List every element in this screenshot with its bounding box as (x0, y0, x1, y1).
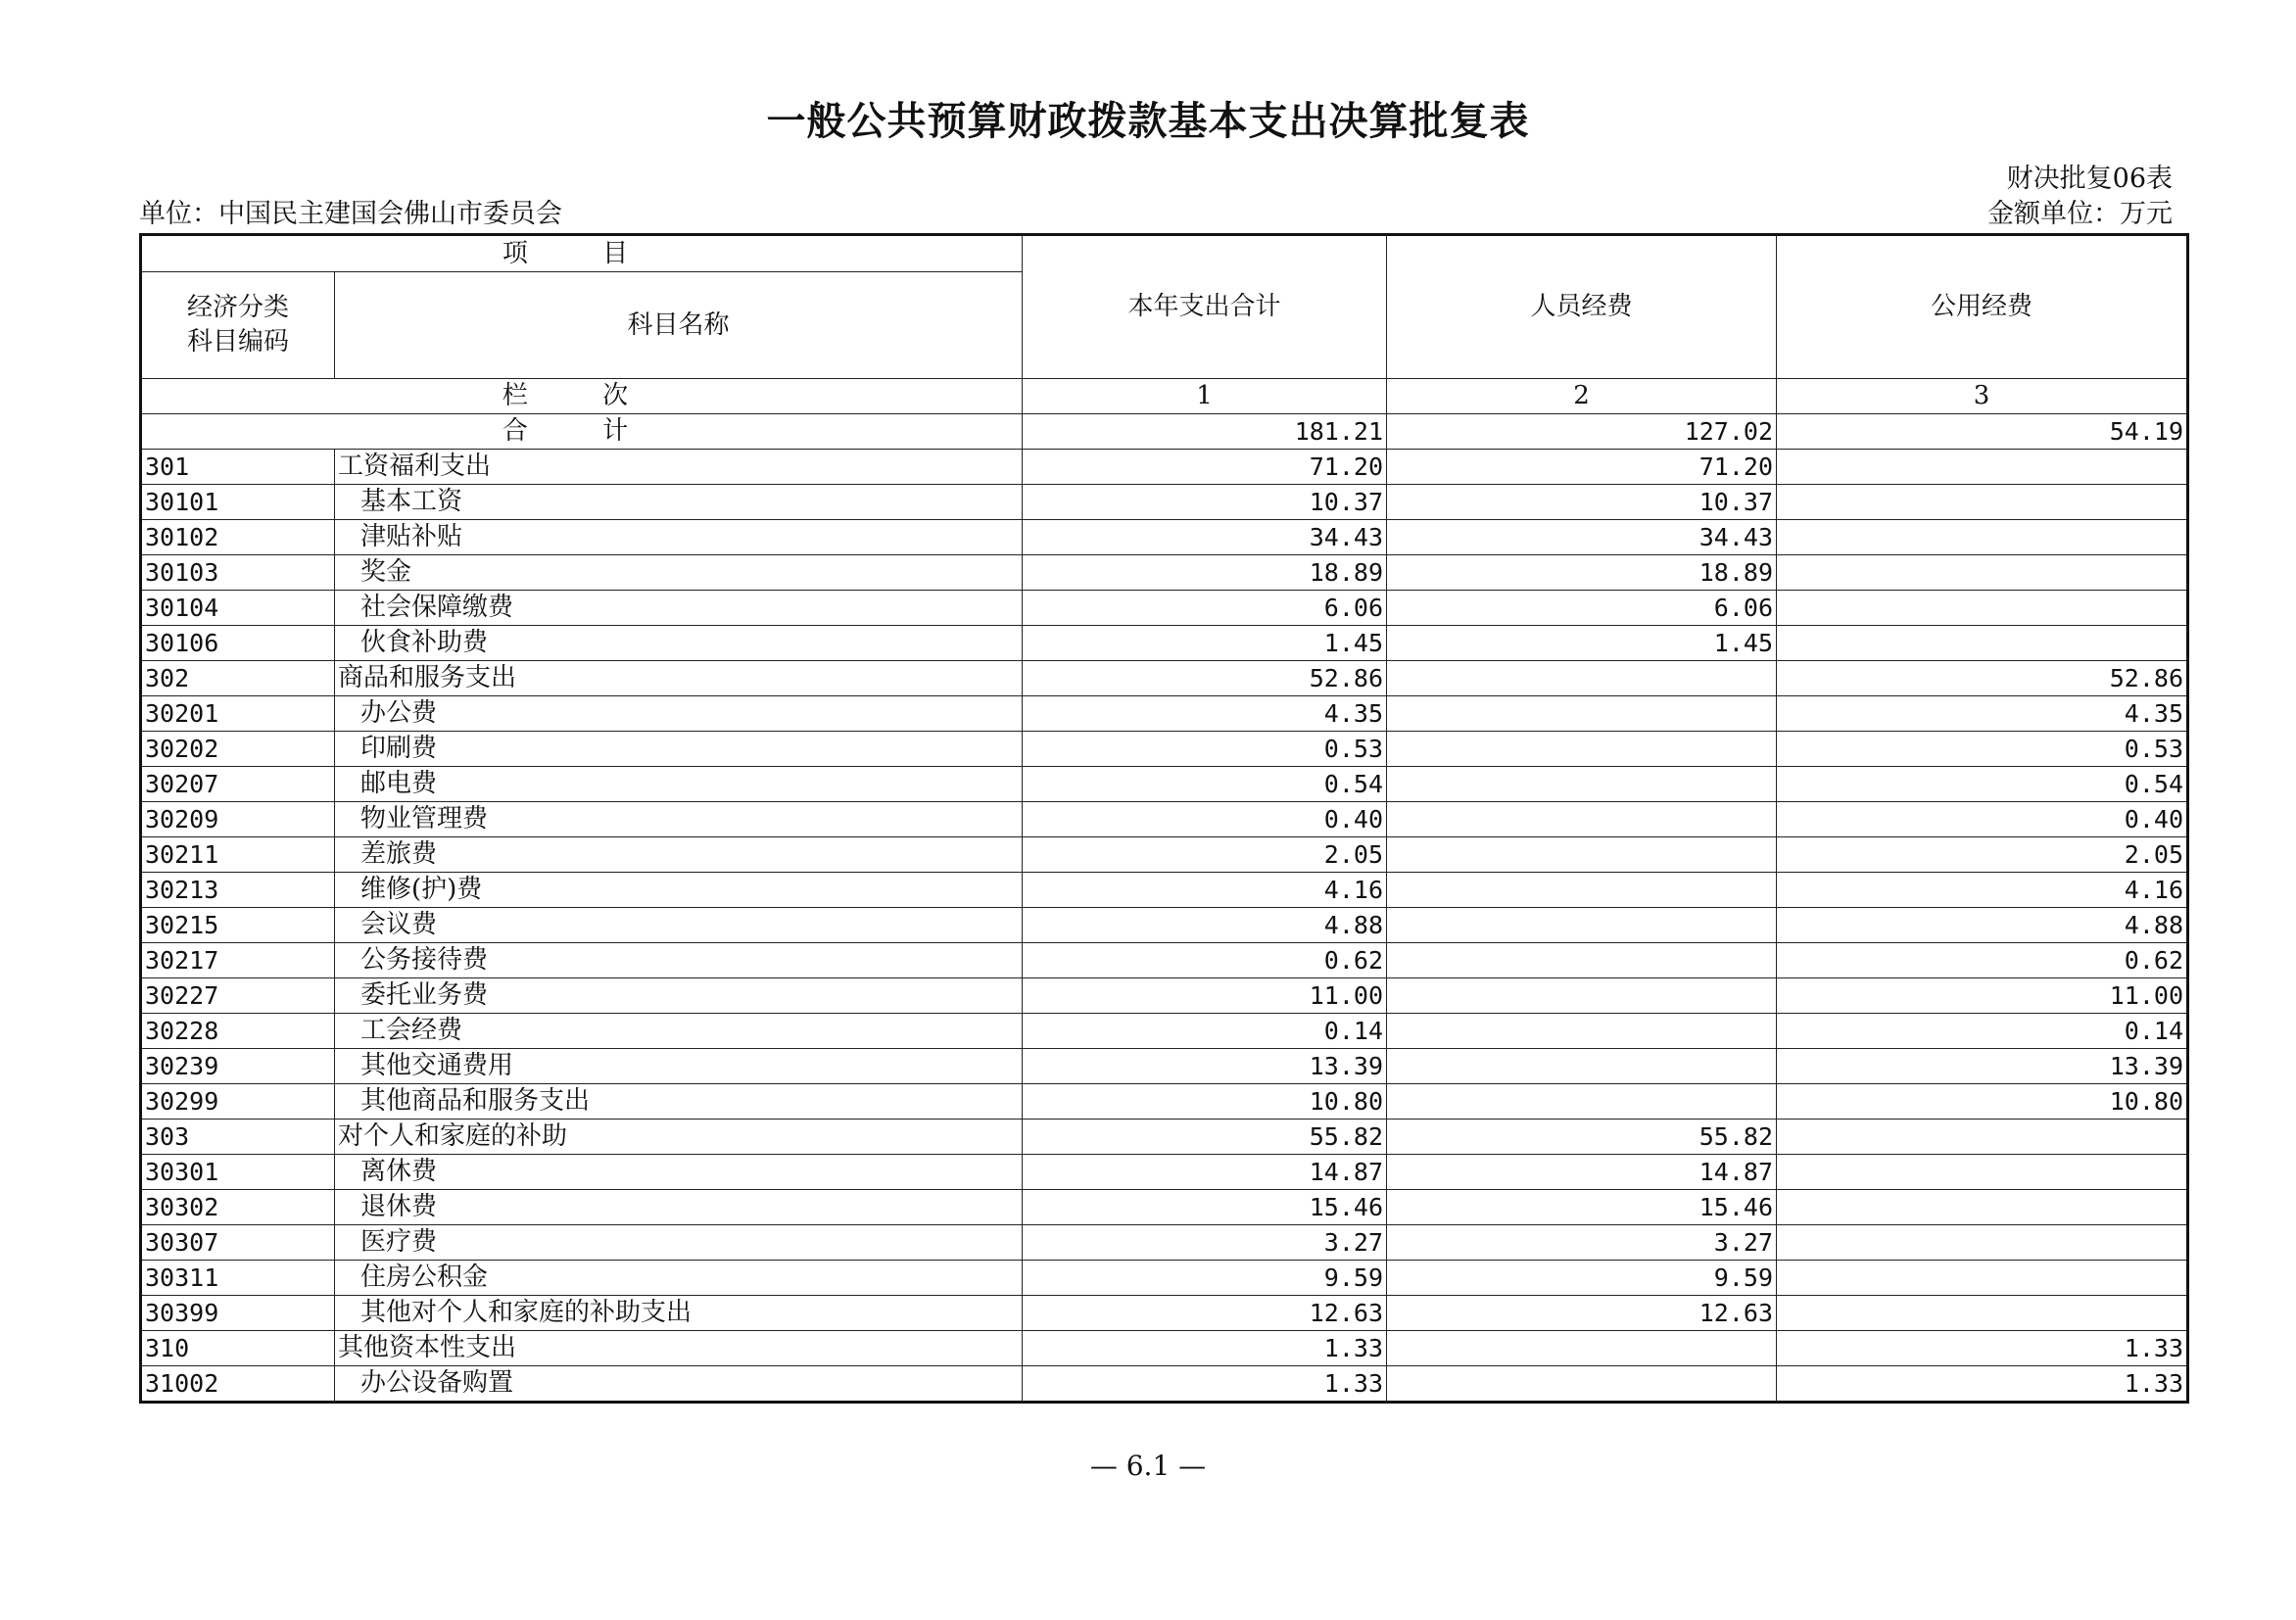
subject-name-cell: 住房公积金 (335, 1261, 1023, 1296)
personnel-cell: 55.82 (1387, 1120, 1777, 1155)
column-row-label-text: 栏 次 (502, 381, 662, 410)
public-cell: 10.80 (1777, 1084, 2188, 1120)
public-cell: 1.33 (1777, 1331, 2188, 1366)
personnel-cell (1387, 802, 1777, 837)
public-cell (1777, 1190, 2188, 1225)
table-row (141, 837, 2188, 873)
economic-code-cell: 30217 (141, 943, 335, 978)
subject-name-cell: 其他对个人和家庭的补助支出 (335, 1296, 1023, 1331)
table-row (141, 485, 2188, 520)
table-row (141, 1190, 2188, 1225)
economic-code-cell: 30207 (141, 767, 335, 802)
subject-name-cell: 退休费 (335, 1190, 1023, 1225)
economic-code-cell: 30302 (141, 1190, 335, 1225)
page-number: — 6.1 — (1089, 1450, 1207, 1482)
personnel-cell (1387, 978, 1777, 1014)
subject-name-cell: 邮电费 (335, 767, 1023, 802)
total-label (141, 414, 1023, 450)
economic-code-cell: 30213 (141, 873, 335, 908)
public-cell (1777, 520, 2188, 555)
public-cell (1777, 450, 2188, 485)
total-cell: 18.89 (1023, 555, 1387, 591)
header-col-personnel: 人员经费 (1387, 235, 1777, 379)
subject-name-cell: 伙食补助费 (335, 626, 1023, 661)
economic-code-cell: 301 (141, 450, 335, 485)
table-row (141, 696, 2188, 732)
economic-code-cell: 30215 (141, 908, 335, 943)
header-row-item (141, 235, 2188, 272)
total-cell: 3.27 (1023, 1225, 1387, 1261)
table-row (141, 1296, 2188, 1331)
total-cell: 10.80 (1023, 1084, 1387, 1120)
public-cell: 2.05 (1777, 837, 2188, 873)
subject-name-cell: 社会保障缴费 (335, 591, 1023, 626)
total-cell: 9.59 (1023, 1261, 1387, 1296)
total-cell: 0.14 (1023, 1014, 1387, 1049)
total-public: 54.19 (1777, 414, 2188, 450)
public-cell: 52.86 (1777, 661, 2188, 696)
public-cell: 4.88 (1777, 908, 2188, 943)
personnel-cell (1387, 1084, 1777, 1120)
total-cell: 10.37 (1023, 485, 1387, 520)
personnel-cell: 10.37 (1387, 485, 1777, 520)
economic-code-cell: 30101 (141, 485, 335, 520)
public-cell (1777, 1155, 2188, 1190)
public-cell: 4.16 (1777, 873, 2188, 908)
total-cell: 4.35 (1023, 696, 1387, 732)
unit-label: 单位：中国民主建国会佛山市委员会 (139, 199, 562, 229)
personnel-cell (1387, 908, 1777, 943)
column-row-label (141, 379, 1023, 414)
economic-code-cell: 30102 (141, 520, 335, 555)
table-row (141, 1084, 2188, 1120)
economic-code-cell: 31002 (141, 1366, 335, 1403)
public-cell (1777, 626, 2188, 661)
table-row (141, 1225, 2188, 1261)
personnel-cell (1387, 873, 1777, 908)
total-cell: 14.87 (1023, 1155, 1387, 1190)
personnel-cell (1387, 943, 1777, 978)
public-cell: 0.54 (1777, 767, 2188, 802)
subject-name-cell: 其他资本性支出 (335, 1331, 1023, 1366)
subject-name-cell: 对个人和家庭的补助 (335, 1120, 1023, 1155)
personnel-cell (1387, 1331, 1777, 1366)
total-cell: 4.88 (1023, 908, 1387, 943)
total-cell: 15.46 (1023, 1190, 1387, 1225)
public-cell: 0.14 (1777, 1014, 2188, 1049)
total-cell: 4.16 (1023, 873, 1387, 908)
economic-code-cell: 30399 (141, 1296, 335, 1331)
table-row (141, 1366, 2188, 1403)
subject-name-cell: 基本工资 (335, 485, 1023, 520)
form-number: 财决批复06表 (2006, 164, 2173, 194)
subject-name-cell: 其他商品和服务支出 (335, 1084, 1023, 1120)
economic-code-cell: 30201 (141, 696, 335, 732)
personnel-cell (1387, 732, 1777, 767)
subject-name-cell: 津贴补贴 (335, 520, 1023, 555)
table-row (141, 1261, 2188, 1296)
total-cell: 52.86 (1023, 661, 1387, 696)
subject-name-cell: 工会经费 (335, 1014, 1023, 1049)
total-cell: 0.54 (1023, 767, 1387, 802)
personnel-cell: 3.27 (1387, 1225, 1777, 1261)
economic-code-cell: 30103 (141, 555, 335, 591)
total-cell: 0.40 (1023, 802, 1387, 837)
subject-name-cell: 差旅费 (335, 837, 1023, 873)
economic-code-cell: 30104 (141, 591, 335, 626)
subject-name-cell: 离休费 (335, 1155, 1023, 1190)
public-cell: 0.53 (1777, 732, 2188, 767)
personnel-cell (1387, 661, 1777, 696)
personnel-cell: 9.59 (1387, 1261, 1777, 1296)
economic-code-cell: 30227 (141, 978, 335, 1014)
public-cell: 4.35 (1777, 696, 2188, 732)
public-cell (1777, 555, 2188, 591)
subject-name-cell: 工资福利支出 (335, 450, 1023, 485)
personnel-cell (1387, 837, 1777, 873)
subject-name-cell: 办公费 (335, 696, 1023, 732)
table-row (141, 978, 2188, 1014)
table-row (141, 661, 2188, 696)
header-econ-code (141, 272, 335, 379)
table-row (141, 943, 2188, 978)
table-row (141, 1014, 2188, 1049)
subject-name-cell: 其他交通费用 (335, 1049, 1023, 1084)
total-cell: 2.05 (1023, 837, 1387, 873)
public-cell: 11.00 (1777, 978, 2188, 1014)
economic-code-cell: 30228 (141, 1014, 335, 1049)
personnel-cell: 6.06 (1387, 591, 1777, 626)
table-row (141, 626, 2188, 661)
public-cell (1777, 591, 2188, 626)
economic-code-cell: 302 (141, 661, 335, 696)
economic-code-cell: 30307 (141, 1225, 335, 1261)
public-cell: 0.40 (1777, 802, 2188, 837)
table-row (141, 591, 2188, 626)
public-cell: 0.62 (1777, 943, 2188, 978)
total-cell: 11.00 (1023, 978, 1387, 1014)
personnel-cell: 34.43 (1387, 520, 1777, 555)
economic-code-cell: 30239 (141, 1049, 335, 1084)
personnel-cell: 18.89 (1387, 555, 1777, 591)
total-cell: 1.33 (1023, 1366, 1387, 1403)
table-row (141, 1331, 2188, 1366)
header-econ-line2: 科目编码 (186, 327, 289, 357)
public-cell (1777, 1296, 2188, 1331)
total-personnel: 127.02 (1387, 414, 1777, 450)
economic-code-cell: 30202 (141, 732, 335, 767)
economic-code-cell: 30106 (141, 626, 335, 661)
header-item-text: 项 目 (502, 238, 662, 268)
header-col-total: 本年支出合计 (1023, 235, 1387, 379)
table-row (141, 1155, 2188, 1190)
table-body (141, 235, 2188, 1403)
header-econ-line1: 经济分类 (186, 293, 289, 322)
total-cell: 1.45 (1023, 626, 1387, 661)
subject-name-cell: 会议费 (335, 908, 1023, 943)
column-number-row (141, 379, 2188, 414)
column-number-3: 3 (1777, 379, 2188, 414)
total-cell: 1.33 (1023, 1331, 1387, 1366)
table-row (141, 1049, 2188, 1084)
total-row (141, 414, 2188, 450)
subject-name-cell: 商品和服务支出 (335, 661, 1023, 696)
table-row (141, 908, 2188, 943)
total-amount: 181.21 (1023, 414, 1387, 450)
total-cell: 13.39 (1023, 1049, 1387, 1084)
table-row (141, 802, 2188, 837)
public-cell (1777, 485, 2188, 520)
total-cell: 34.43 (1023, 520, 1387, 555)
subject-name-cell: 公务接待费 (335, 943, 1023, 978)
economic-code-cell: 30299 (141, 1084, 335, 1120)
table-row (141, 873, 2188, 908)
economic-code-cell: 303 (141, 1120, 335, 1155)
public-cell: 1.33 (1777, 1366, 2188, 1403)
header-subject-name: 科目名称 (335, 272, 1023, 379)
subject-name-cell: 医疗费 (335, 1225, 1023, 1261)
economic-code-cell: 30211 (141, 837, 335, 873)
personnel-cell: 12.63 (1387, 1296, 1777, 1331)
page-title: 一般公共预算财政拨款基本支出决算批复表 (766, 98, 1530, 144)
amount-unit: 金额单位：万元 (1987, 199, 2173, 229)
table-row (141, 1120, 2188, 1155)
subject-name-cell: 维修(护)费 (335, 873, 1023, 908)
table-row (141, 520, 2188, 555)
economic-code-cell: 310 (141, 1331, 335, 1366)
subject-name-cell: 奖金 (335, 555, 1023, 591)
subject-name-cell: 物业管理费 (335, 802, 1023, 837)
header-item (141, 235, 1023, 272)
public-cell (1777, 1261, 2188, 1296)
public-cell (1777, 1225, 2188, 1261)
subject-name-cell: 委托业务费 (335, 978, 1023, 1014)
column-number-1: 1 (1023, 379, 1387, 414)
table-row (141, 767, 2188, 802)
total-cell: 0.62 (1023, 943, 1387, 978)
total-cell: 0.53 (1023, 732, 1387, 767)
total-cell: 6.06 (1023, 591, 1387, 626)
personnel-cell (1387, 767, 1777, 802)
header-col-public: 公用经费 (1777, 235, 2188, 379)
budget-table (139, 233, 2189, 1404)
total-cell: 55.82 (1023, 1120, 1387, 1155)
personnel-cell: 15.46 (1387, 1190, 1777, 1225)
total-cell: 71.20 (1023, 450, 1387, 485)
table-row (141, 555, 2188, 591)
economic-code-cell: 30209 (141, 802, 335, 837)
personnel-cell (1387, 1014, 1777, 1049)
personnel-cell (1387, 1366, 1777, 1403)
personnel-cell (1387, 696, 1777, 732)
total-cell: 12.63 (1023, 1296, 1387, 1331)
personnel-cell: 1.45 (1387, 626, 1777, 661)
column-number-2: 2 (1387, 379, 1777, 414)
subject-name-cell: 印刷费 (335, 732, 1023, 767)
personnel-cell: 14.87 (1387, 1155, 1777, 1190)
public-cell (1777, 1120, 2188, 1155)
subject-name-cell: 办公设备购置 (335, 1366, 1023, 1403)
total-label-text: 合 计 (502, 416, 662, 446)
personnel-cell: 71.20 (1387, 450, 1777, 485)
public-cell: 13.39 (1777, 1049, 2188, 1084)
table-row (141, 450, 2188, 485)
economic-code-cell: 30311 (141, 1261, 335, 1296)
economic-code-cell: 30301 (141, 1155, 335, 1190)
personnel-cell (1387, 1049, 1777, 1084)
table-row (141, 732, 2188, 767)
